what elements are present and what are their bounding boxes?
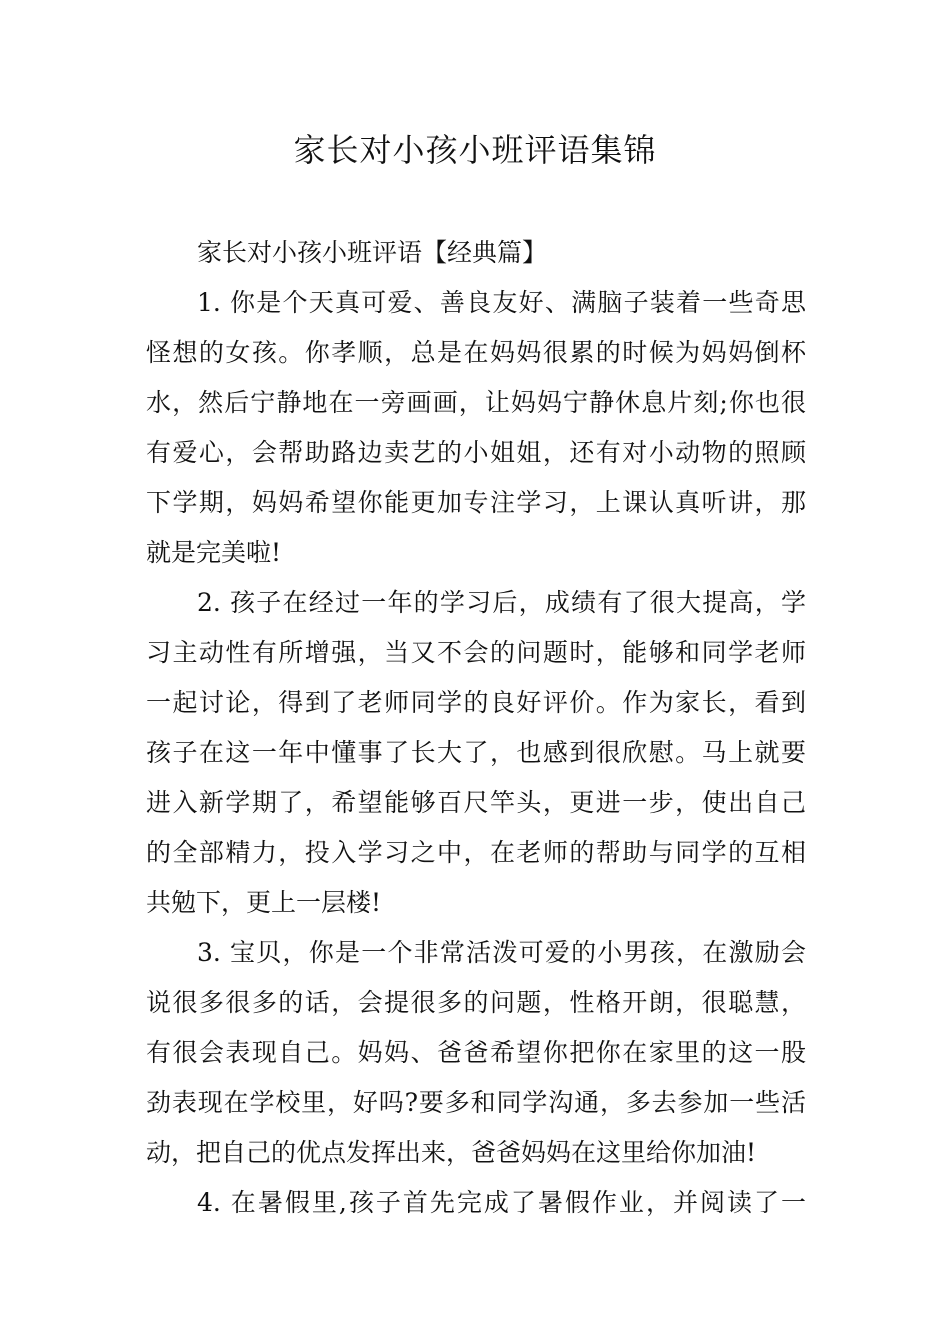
paragraph-line: 1. 你是个天真可爱、善良友好、满脑子装着一些奇思: [197, 288, 806, 317]
section-heading: 家长对小孩小班评语【经典篇】: [197, 238, 548, 267]
paragraph-line: 怪想的女孩。你孝顺，总是在妈妈很累的时候为妈妈倒杯: [146, 338, 806, 367]
paragraph-line: 共勉下，更上一层楼!: [146, 888, 382, 917]
paragraph-line: 就是完美啦!: [146, 538, 282, 567]
paragraph-line: 水，然后宁静地在一旁画画，让妈妈宁静休息片刻;你也很: [146, 388, 806, 417]
paragraph-line: 习主动性有所增强，当又不会的问题时，能够和同学老师: [146, 638, 806, 667]
paragraph-line: 孩子在这一年中懂事了长大了，也感到很欣慰。马上就要: [146, 738, 806, 767]
paragraph-line: 说很多很多的话，会提很多的问题，性格开朗，很聪慧，: [146, 988, 806, 1017]
paragraph-line: 劲表现在学校里，好吗?要多和同学沟通，多去参加一些活: [146, 1088, 806, 1117]
paragraph-line: 下学期，妈妈希望你能更加专注学习，上课认真听讲，那: [146, 488, 806, 517]
paragraph-line: 有很会表现自己。妈妈、爸爸希望你把你在家里的这一股: [146, 1038, 806, 1067]
paragraph-line: 4. 在暑假里,孩子首先完成了暑假作业，并阅读了一: [197, 1188, 806, 1217]
paragraph-line: 一起讨论，得到了老师同学的良好评价。作为家长，看到: [146, 688, 806, 717]
document-title: 家长对小孩小班评语集锦: [293, 131, 657, 169]
paragraph-line: 进入新学期了，希望能够百尺竿头，更进一步，使出自己: [146, 788, 806, 817]
paragraph-line: 的全部精力，投入学习之中，在老师的帮助与同学的互相: [146, 838, 806, 867]
paragraph-line: 有爱心，会帮助路边卖艺的小姐姐，还有对小动物的照顾: [146, 438, 806, 467]
document-body: [146, 228, 806, 1228]
paragraph-line: 3. 宝贝，你是一个非常活泼可爱的小男孩，在激励会: [197, 938, 806, 967]
paragraph-line: 2. 孩子在经过一年的学习后，成绩有了很大提高，学: [197, 588, 806, 617]
paragraph-line: 动，把自己的优点发挥出来，爸爸妈妈在这里给你加油!: [146, 1138, 757, 1167]
